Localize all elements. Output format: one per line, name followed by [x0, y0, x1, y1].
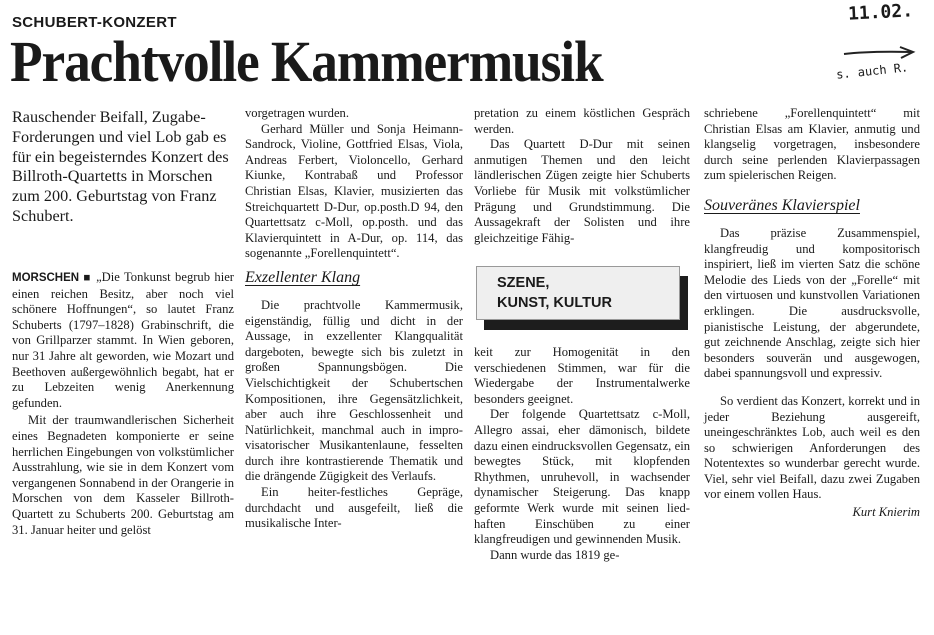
paragraph: Mit der traumwandlerischen Sicherheit eines Begnadeten komponierte er seine herrlichen Eingebungen von volkstümlicher Ausstrahlung, wie sie in dem Konzert vom vergangenen Sonnabend in der Orangerie in Morschen von dem Kasseler Billroth-Quartett zu Schuberts 200. Geburtstag am 31. Januar heiter und gelöst [12, 413, 234, 537]
paragraph: Die prachtvolle Kammermusik, eigenständig, füllig und dicht in der Aussage, in exzellenter Klangqualität dargeboten, bewegte sich bis zuletzt in großen Spannungsbögen. Die Vielschichtigkeit der Schubertschen Kompositionen, ihre Gegensätzlichkeit, aber auch ihre Geschlossenheit und Natürlichkeit, manchmal auch in improvisatorischer Musikantenlaune, fesselten durch ihre kontrastierende Thematik und die drängende Zügigkeit des Verlaufs. [245, 297, 463, 484]
column-3-top [474, 106, 690, 266]
paragraph: Dann wurde das 1819 ge- [490, 547, 620, 562]
paragraph: Der folgende Quartettsatz c-Moll, Allegro assai, eher dämonisch, bildete dazu einen eindrucksvollen Gegensatz, ein bewegtes Stück, mit klopfenden Rhythmen, unruhevoll, in wachsender dynamischer Steigerung. Das knapp geformte Werk wurde mit seinen liedhaften Einschüben zu einer klangfreudigen und gewinnenden Musik. [474, 407, 690, 547]
section-label [476, 266, 680, 320]
paragraph: Das präzise Zusammenspiel, klangfreudig und kompositorisch inspiriert, ließ im vierten Satz die schöne Melodie des Lieds von der „Forelle“ mit den virtuosen und kunstvollen Variationen erklingen. Die ausdrucksvolle, pianistische Leistung, der abgerundete, gut zeichnende Anschlag, zeigte sich hier besonders souverän und ausgewogen, dabei spannungsvoll und expressiv. [704, 225, 920, 381]
handwritten-note: s. auch R. [835, 60, 909, 82]
column-3-bottom [474, 345, 690, 635]
author-signature: Kurt Knierim [852, 505, 920, 520]
paragraph: pretation zu einem köstlichen Gespräch werden. [474, 106, 690, 136]
paragraph [12, 270, 234, 411]
handwritten-date: 11.02. [847, 0, 914, 25]
section-label-line-1: SZENE, [497, 275, 550, 291]
paragraph: Ein heiter-festliches Gepräge, durchdacht und ausgefeilt, ließ die musikalische Inter- [245, 485, 463, 531]
kicker: SCHUBERT-KONZERT [12, 14, 177, 31]
intro-teaser: Rauschender Beifall, Zugabe-Forderungen und viel Lob gab es für ein begeisterndes Konzert des Billroth-Quartetts in Morschen zum 200. Geburtstag von Franz Schubert. [12, 108, 229, 225]
paragraph: Das Quartett D-Dur mit seinen anmutigen Themen und den leicht ländlerischen Zügen zeigte hier Schuberts Vorliebe für Musik mit volkstümlicher Prägung und Grundstimmung. Die Aussagekraft der Solisten und ihre gleichzeitige Fähig- [474, 137, 690, 245]
dateline: MORSCHEN ■ [12, 272, 92, 284]
column-4 [704, 106, 920, 635]
column-1 [12, 270, 234, 635]
subhead: Souveränes Klavierspiel [704, 196, 860, 214]
paragraph: Gerhard Müller und Sonja Heimann-Sandrock, Violine, Gottfried Elsas, Viola, Andreas Ferbert, Violoncello, Gerhard Kiunke, Kontrabaß und Professor Christian Elsas, Klavier, musizierten das Streichquartett D-Dur, op.posth.D 94, den Quartettsatz c-Moll, op.posth. und das Klavierquintett in A-Dur, op. 114, das sogenannte „Forellenquintett“. [245, 121, 463, 261]
paragraph: vorgetragen wurden. [245, 106, 349, 120]
paragraph-text: „Die Tonkunst begrub hier einen reichen Besitz, aber noch viel schönere Hoffnungen“, so lautet Franz Schuberts (1797–1828) Grabinschrift, die von Grillparzer stammt. In Wien geboren, nur 31 Jahre alt geworden, wie Mozart und Beethoven außergewöhnlich begabt, hat er zu Lebzeiten wenig Anerkennung gefunden. [12, 270, 234, 410]
section-label-line-2: KUNST, KULTUR [497, 295, 612, 311]
paragraph: keit zur Homogenität in den verschiedenen Stimmen, war für die Wiedergabe der Instrumentalwerke besonders geeignet. [474, 345, 690, 406]
paragraph: schriebene „Forellenquintett“ mit Christian Elsas am Klavier, anmutig und klangselig vorgetragen, insbesondere durch seine perlenden Klavierpassagen zum spielerischen Reigen. [704, 106, 920, 183]
headline: Prachtvolle Kammermusik [10, 29, 603, 94]
paragraph: So verdient das Konzert, korrekt und in jeder Beziehung ausgereift, uneingeschränktes Lob, auch weil es den so schwierigen Anforderungen des Notentextes so wunderbar gerecht wurde. Viel, sehr viel Beifall, dazu zwei Zugaben vor einem vollen Haus. [704, 393, 920, 502]
subhead: Exzellenter Klang [245, 268, 361, 286]
section-label-box [476, 266, 690, 332]
handwritten-arrow-icon [840, 44, 920, 62]
column-2 [245, 106, 463, 635]
